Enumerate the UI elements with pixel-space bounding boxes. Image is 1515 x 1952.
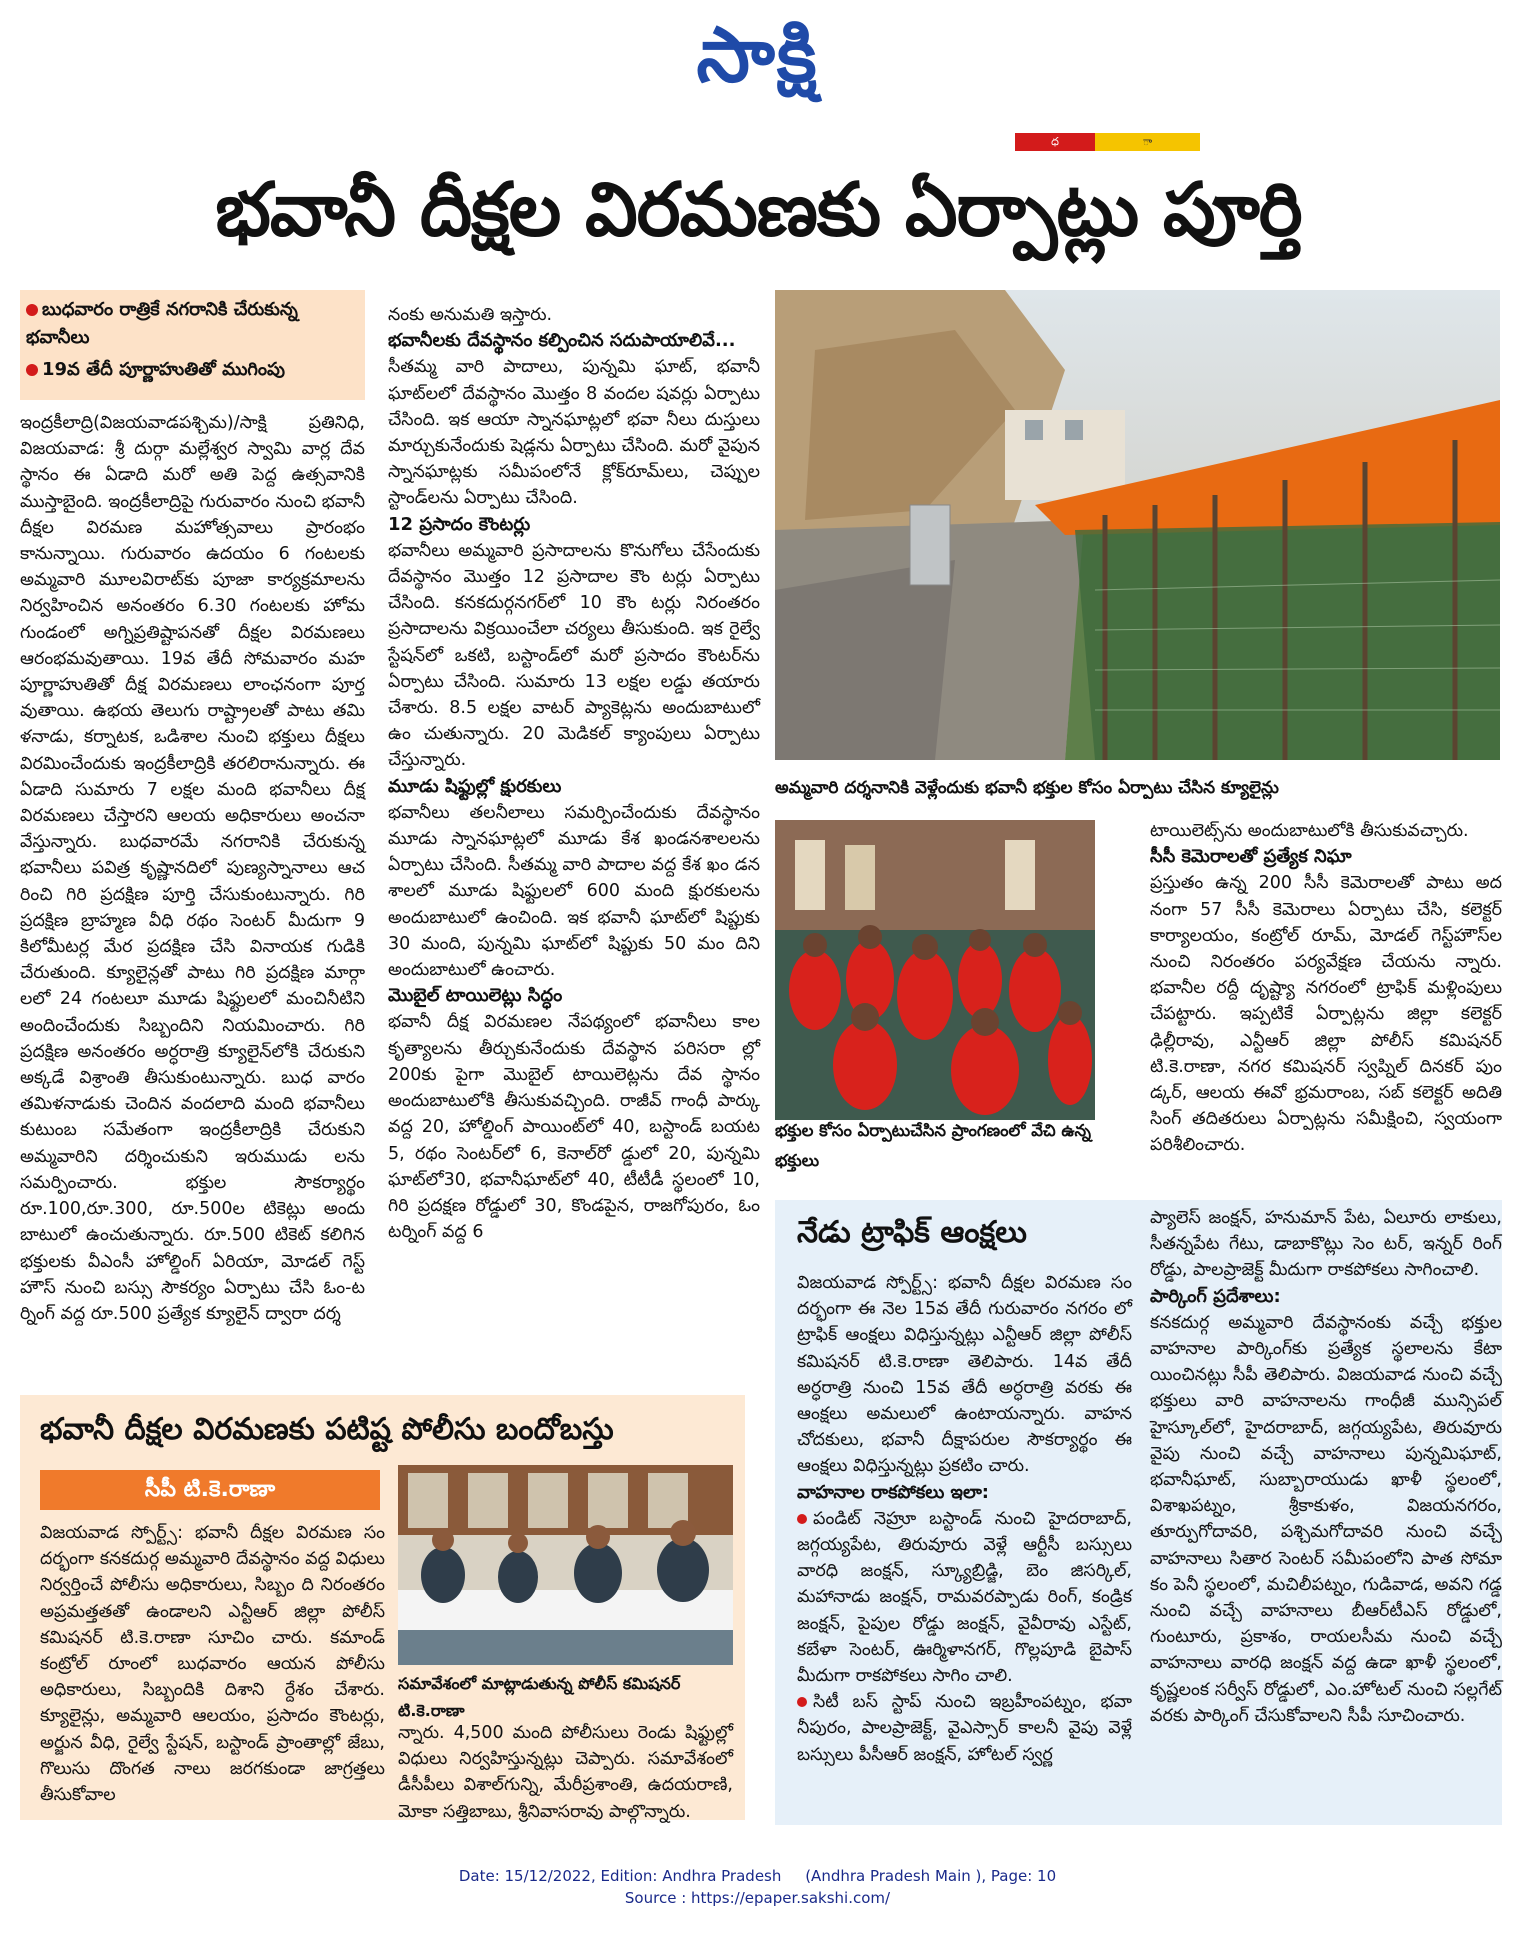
highlight-item: [20, 290, 365, 352]
highlights-box: [20, 290, 365, 400]
article-text: భవానీ దీక్ష విరమణల నేపథ్యంలో భవానీలు కాల కృత్యాలను తీర్చుకునేందుకు దేవస్థాన పరిసరా ల్లో 200కు పైగా మొబైల్ టాయిలెట్లను దేవ స్థానం అందుబాటులోకి తీసుకువచ్చింది. రాజీవ్ గాంధీ పార్కు వద్ద 20, హోల్డింగ్ పాయింట్‌లో 40, బస్టాండ్ బయట 5, రథం సెంటర్‌లో 6, కెనాల్‌రో డ్డులో 20, పున్నమి ఘాట్‌లో30, భవానీఘాట్‌లో 40, టీటీడీ స్థలంలో 10, గిరి ప్రదక్షణ రోడ్డులో 30, కొండపైన, రాజగోపురం, ఓం టర్నింగ్ వద్ద 6: [388, 1012, 760, 1243]
subheading: పార్కింగ్ ప్రదేశాలు:: [1150, 1285, 1281, 1307]
traffic-column-1: [797, 1270, 1132, 1768]
footer: [0, 1865, 1515, 1909]
highlight-item: [20, 356, 365, 384]
article-text: కనకదుర్గ అమ్మవారి దేవస్థానంకు వచ్చే భక్తుల వాహనాల పార్కింగ్‌కు ప్రత్యేక స్థలాలను కేటా యించినట్లు సీపీ తెలిపారు. విజయవాడ నుంచి వచ్చే భక్తులు వారి వాహనాలను గాంధీజీ మున్సిపల్ హైస్కూల్‌లో, హైదరాబాద్, జగ్గయ్యపేట, తిరువూరు వైపు నుంచి వచ్చే వాహనాలు పున్నమిఘాట్, భవానీఘాట్, సుబ్బారాయుడు ఖాళీ స్థలంలో, విశాఖపట్నం, శ్రీకాకుళం, విజయనగరం, తూర్పుగోదావరి, పశ్చిమగోదావరి నుంచి వచ్చే వాహనాలు సితార సెంటర్ సమీపంలోని పాత సోమా కం పెనీ స్థలంలో, మచిలీపట్నం, గుడివాడ, అవని గడ్డ నుంచి వచ్చే వాహనాలు బీఆర్‌టీఎస్ రోడ్డులో, గుంటూరు, ప్రకాశం, రాయలసీమ నుంచి వచ్చే వాహనాలు వారధి జంక్షన్ వద్ద ఉడా ఖాళీ స్థలంలో, కృష్ణలంక సర్వీస్ రోడ్డులో, ఎం.హోటల్ నుంచి సల్లగేట్ వరకు పార్కింగ్ చేసుకోవాలని సీపీ సూచించారు.: [1150, 1312, 1502, 1726]
photo-caption: భక్తుల కోసం ఏర్పాటుచేసిన ప్రాంగణంలో వేచి ఉన్న భక్తులు: [775, 1121, 1091, 1170]
article-column-2: [388, 302, 760, 1245]
bullet-icon: [797, 1697, 807, 1707]
article-text: సీతమ్మ వారి పాదాలు, పున్నమి ఘాట్, భవానీ ఘాట్‌లలో దేవస్థానం మొత్తం 8 వందల షవర్లు ఏర్పాటు చేసింది. ఇక ఆయా స్నానఘాట్లలో భవా నీలు దుస్తులు మార్చుకునేందుకు షెడ్లను ఏర్పాటు చేసింది. మరో వైపున స్నానఘాట్లకు సమీపంలోనే క్లోక్‌రూమ్‌లు, చెప్పుల స్టాండ్‌లను ఏర్పాటు చేసింది.: [388, 357, 760, 509]
subheading: మూడు షిఫ్టుల్లో క్షురకులు: [388, 775, 562, 797]
color-strip-yellow: ా: [1095, 133, 1200, 151]
list-item: [797, 1689, 1132, 1768]
article-text: భవానీలు అమ్మవారి ప్రసాదాలను కొనుగోలు చేసేందుకు దేవస్థానం మొత్తం 12 ప్రసాదాల కౌం టర్లు ఏర్పాటు చేసింది. కనకదుర్గనగర్‌లో 10 కౌం టర్లు నిరంతరం ప్రసాదాలను విక్రయించేలా చర్యలు తీసుకుంది. ఇక రైల్వే స్టేషన్‌లో ఒకటి, బస్టాండ్‌లో మరో ప్రసాదం కౌంటర్‌ను ఏర్పాటు చేసింది. సుమారు 13 లక్షల లడ్డు తయారు చేశారు. 8.5 లక్షల వాటర్ ప్యాకెట్లను అందుబాటులో ఉం చుతున్నారు. 20 మెడికల్ క్యాంపులు ఏర్పాటు చేస్తున్నారు.: [388, 540, 760, 771]
bullet-icon: [26, 304, 38, 316]
police-article-text: విజయవాడ స్పోర్ట్స్: భవానీ దీక్షల విరమణ సం దర్భంగా కనకదుర్గ అమ్మవారి దేవస్థానం వద్ద విధులు నిర్వర్తించే పోలీసు అధికారులు, సిబ్బం ది నిరంతరం అప్రమత్తతతో ఉండాలని ఎన్టీఆర్ జిల్లా పోలీస్ కమిషనర్ టి.కె.రాణా సూచిం చారు. కమాండ్ కంట్రోల్ రూంలో బుధవారం ఆయన పోలీసు అధికారులు, సిబ్బందికి దిశాని ర్దేశం చేశారు. క్యూలైన్లు, అమ్మవారి ఆలయం, ప్రసాదం కౌంటర్లు, అర్జున వీధి, రైల్వే స్టేషన్, బస్టాండ్ ప్రాంతాల్లో జేబు, గొలుసు దొంగత నాలు జరగకుండా జాగ్రత్తలు తీసుకోవాల: [40, 1523, 385, 1806]
traffic-column-2: [1150, 1205, 1502, 1729]
article-column-3: [1150, 818, 1502, 1159]
meeting-illustration: [398, 1465, 733, 1665]
bullet-icon: [26, 364, 38, 376]
police-article-tag: సీపీ టి.కె.రాణా: [40, 1470, 380, 1510]
subheading: మొబైల్ టాయిలెట్లు సిద్ధం: [388, 985, 563, 1007]
queue-lines-illustration: [775, 290, 1500, 760]
traffic-article-title: నేడు ట్రాఫిక్ ఆంక్షలు: [797, 1215, 1027, 1250]
photo-caption: సమావేశంలో మాట్లాడుతున్న పోలీస్ కమిషనర్ టి.కె.రాణా: [398, 1674, 681, 1720]
headline: భవానీ దీక్షల విరమణకు ఏర్పాట్లు పూర్తి: [215, 167, 1302, 253]
color-strip: [1015, 133, 1200, 151]
color-strip-red: ధ: [1015, 133, 1095, 151]
article-text: పండిట్ నెహ్రూ బస్టాండ్ నుంచి హైదరాబాద్, జగ్గయ్యపేట, తిరువూరు వెళ్లే ఆర్టీసీ బస్సులు వారధి జంక్షన్, స్క్యూబ్రిడ్జి, బెం జిసర్కిల్, మహానాడు జంక్షన్, రామవరప్పాడు రింగ్, కండ్రిక జంక్షన్, పైపుల రోడ్డు జంక్షన్, వైవీరావు ఎస్టేట్, కబేళా సెంటర్, ఊర్మిళానగర్, గొల్లపూడి బైపాస్ మీదుగా రాకపోకలు సాగిం చాలి.: [797, 1508, 1132, 1687]
article-text: భవానీలు తలనీలాలు సమర్పించేందుకు దేవస్థానం మూడు స్నానఘాట్లలో మూడు కేశ ఖండనశాలలను ఏర్పాటు చేసింది. సీతమ్మ వారి పాదాల వద్ద కేశ ఖం డన శాలలో మూడు షిఫ్టులలో 600 మంది క్షురకులను అందుబాటులో ఉంచింది. ఇక భవానీ ఘాట్‌లో షిప్టుకు 30 మంది, పున్నమి ఘాట్‌లో షిప్టుకు 50 మం దిని అందుబాటులో ఉంచారు.: [388, 802, 760, 981]
highlight-text: 19వ తేదీ పూర్ణాహుతితో ముగింపు: [42, 359, 285, 380]
article-text: ఇంద్రకీలాద్రి(విజయవాడపశ్చిమ)/సాక్షి ప్రతినిధి, విజయవాడ: శ్రీ దుర్గా మల్లేశ్వర స్వామి వార్ల దేవ స్థానం ఈ ఏడాది మరో అతి పెద్ద ఉత్సవానికి ముస్తాబైంది. ఇంద్రకీలాద్రిపై గురువారం నుంచి భవానీ దీక్షల విరమణ మహోత్సవాలు ప్రారంభం కానున్నాయి. గురువారం ఉదయం 6 గంటలకు అమ్మవారి మూలవిరాట్‌కు పూజా కార్యక్రమాలను నిర్వహించిన అనంతరం 6.30 గంటలకు హోమ గుండంలో అగ్నిప్రతిష్టాపనతో దీక్షల విరమణలు ఆరంభమవుతాయి. 19వ తేదీ సోమవారం మహ పూర్ణాహుతితో దీక్ష విరమణలు లాంఛనంగా పూర్త వుతాయి. ఉభయ తెలుగు రాష్ట్రాలతో పాటు తమి ళనాడు, కర్నాటక, ఒడిశాల నుంచి భక్తులు దీక్షలు విరమించేందుకు ఇంద్రకీలాద్రికి తరలిరానున్నారు. ఈ ఏడాది సుమారు 7 లక్షల మంది భవానీలు దీక్ష విరమణలు చేస్తారని ఆలయ అధికారులు అంచనా వేస్తున్నారు. బుధవారమే నగరానికి చేరుకున్న భవానీలు పవిత్ర కృష్ణానదిలో పుణ్యస్నానాలు ఆచ రించి గిరి ప్రదక్షిణ పూర్తి చేసుకుంటున్నారు. గిరి ప్రదక్షిణ బ్రాహ్మణ వీధి రథం సెంటర్ మీదుగా 9 కిలోమీటర్ల మేర ప్రదక్షిణ చేసి వినాయక గుడికి చేరుతుంది. క్యూలైన్లతో పాటు గిరి ప్రదక్షిణ మార్గా లలో 24 గంటలూ మూడు షిఫ్టులలో మంచినీటిని అందించేందుకు సిబ్బందిని నియమించారు. గిరి ప్రదక్షిణ అనంతరం అర్ధరాత్రి క్యూలైన్‌లోకి చేరుకుని అక్కడే విశ్రాంతి తీసుకుంటున్నారు. బుధ వారం తమిళనాడుకు చెందిన వందలాది మంది భవానీలు కుటుంబ సమేతంగా ఇంద్రకీలాద్రికి చేరుకుని అమ్మవారిని దర్శించుకుని ఇరుముడు లను సమర్పించారు. భక్తుల సౌకర్యార్థం రూ.100,రూ.300, రూ.500ల టికెట్లు అందు బాటులో ఉంచుతున్నారు. రూ.500 టికెట్ కలిగిన భక్తులకు వీఎంసీ హోల్డింగ్ ఏరియా, మోడల్ గెస్ట్ హౌస్ నుంచి బస్సు సౌకర్యం ఏర్పాటు చేసి ఓం-ట ర్నింగ్ వద్ద రూ.500 ప్రత్యేక క్యూలైన్ ద్వారా దర్శ: [20, 413, 365, 1324]
subheading: సీసీ కెమెరాలతో ప్రత్యేక నిఘా: [1150, 846, 1352, 868]
photo-meeting: [398, 1465, 733, 1665]
devotees-illustration: [775, 820, 1095, 1120]
article-text: ప్రస్తుతం ఉన్న 200 సీసీ కెమెరాలతో పాటు అద నంగా 57 సీసీ కెమెరాలు ఏర్పాటు చేసి, కలెక్టర్ కార్యాలయం, కంట్రోల్ రూమ్, మోడల్ గెస్ట్‌హౌస్‌ల నుంచి నిరంతరం పర్యవేక్షణ చేయను న్నారు. భవానీల రద్దీ దృష్ట్యా నగరంలో ట్రాఫిక్ మళ్లింపులు చేపట్టారు. ఇప్పటికే ఏర్పాట్లను జిల్లా కలెక్టర్ ఢిల్లీరావు, ఎన్టీఆర్ జిల్లా పోలీస్ కమిషనర్ టి.కె.రాణా, నగర కమిషనర్ స్వప్నిల్ దినకర్ పుం డ్కర్, ఆలయ ఈవో భ్రమరాంబ, సబ్ కలెక్టర్ అదితి సింగ్ తదితరులు ఏర్పాట్లను సమీక్షించి, స్వయంగా పరిశీలించారు.: [1150, 873, 1503, 1156]
article-column-1: [20, 410, 365, 1327]
article-text: విజయవాడ స్పోర్ట్స్: భవానీ దీక్షల విరమణ సం దర్భంగా ఈ నెల 15వ తేదీ గురువారం నగరం లో ట్రాఫిక్ ఆంక్షలు విధిస్తున్నట్లు ఎన్టీఆర్ జిల్లా పోలీస్ కమిషనర్ టి.కె.రాణా తెలిపారు. 14వ తేదీ అర్ధరాత్రి నుంచి 15వ తేదీ అర్ధరాత్రి వరకు ఈ ఆంక్షలు అమలులో ఉంటాయన్నారు. వాహన చోదకులు, భవానీ దీక్షాపరుల సౌకర్యార్థం ఈ ఆంక్షలు విధిస్తున్నట్లు ప్రకటిం చారు.: [797, 1273, 1132, 1477]
photo-caption: అమ్మవారి దర్శనానికి వెళ్లేందుకు భవానీ భక్తుల కోసం ఏర్పాటు చేసిన క్యూలైన్లు: [775, 778, 1279, 798]
masthead-logo: సాక్షి: [696, 10, 819, 99]
subheading: వాహనాల రాకపోకలు ఇలా:: [797, 1481, 990, 1503]
bullet-icon: [797, 1514, 807, 1524]
photo-queue-lines: [775, 290, 1500, 760]
article-text: సిటీ బస్ స్టాప్ నుంచి ఇబ్రహీంపట్నం, భవా నీపురం, పాలప్రాజెక్ట్, వైఎస్సార్ కాలనీ వైపు వెళ్లే బస్సులు పీసీఆర్ జంక్షన్, హోటల్ స్వర్ణ: [797, 1692, 1132, 1765]
footer-date-line: Date: 15/12/2022, Edition: Andhra Pradesh (Andhra Pradesh Main ), Page: 10: [458, 1867, 1057, 1885]
footer-source-link[interactable]: Source : https://epaper.sakshi.com/: [624, 1889, 891, 1907]
highlight-text: బుధవారం రాత్రికే నగరానికి చేరుకున్న భవానీలు: [26, 299, 298, 348]
article-text: నంకు అనుమతి ఇస్తారు.: [388, 305, 553, 325]
list-item: [797, 1506, 1132, 1689]
article-text: టాయిలెట్స్‌ను అందుబాటులోకి తీసుకువచ్చారు.: [1150, 821, 1469, 841]
article-text: ప్యాలెస్ జంక్షన్, హనుమాన్ పేట, ఏలూరు లాకులు, సీతన్నపేట గేటు, డాబాకొట్లు సెం టర్, ఇన్నర్ రింగ్ రోడ్డు, పాలప్రాజెక్ట్ మీదుగా రాకపోకలు సాగించాలి.: [1150, 1208, 1502, 1281]
photo-devotees: [775, 820, 1095, 1120]
subheading: భవానీలకు దేవస్థానం కల్పించిన సదుపాయాలివే...: [388, 330, 736, 352]
police-article-title: భవానీ దీక్షల విరమణకు పటిష్ట పోలీసు బందోబస్తు: [40, 1412, 614, 1447]
police-article-text: న్నారు. 4,500 మంది పోలీసులు రెండు షిఫ్టుల్లో విధులు నిర్వహిస్తున్నట్లు చెప్పారు. సమావేశంలో డీసీపీలు విశాల్‌గున్ని, మేరీప్రశాంతి, ఉదయరాణి, మోకా సత్తిబాబు, శ్రీనివాసరావు పాల్గొన్నారు.: [398, 1723, 733, 1822]
subheading: 12 ప్రసాదం కౌంటర్లు: [388, 513, 531, 535]
